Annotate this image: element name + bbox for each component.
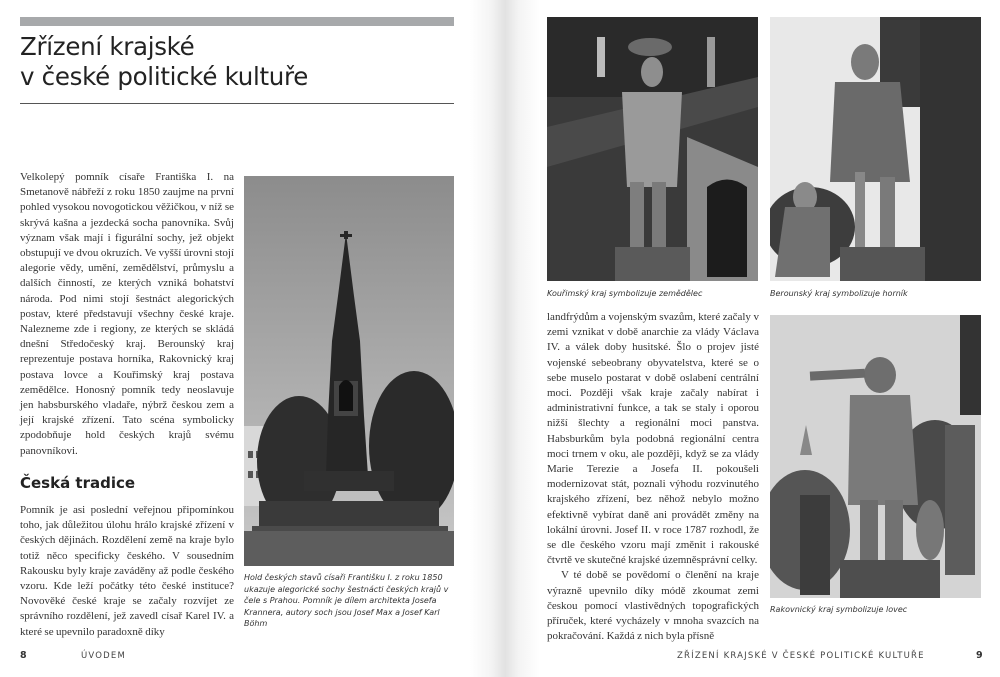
hunter-statue-image — [770, 315, 981, 598]
left-page — [0, 0, 490, 677]
miner-statue-photo — [770, 17, 981, 281]
title-accent-bar — [20, 17, 454, 26]
farmer-caption: Kouřimský kraj symbolizuje zemědělec — [547, 289, 703, 298]
right-paragraph-2: V té době se povědomí o členění na kraje výrazně upevnilo díky módě zkoumat zemi českou pomocí vlastivědných topografických příruček, které vycházely v mnoha svazcích na pokračování. Každá z nich byla přísně — [547, 569, 759, 643]
monument-caption: Hold českých stavů císaři Františku I. z roku 1850 ukazuje alegorické sochy šestnácti českých krajů v čele s Prahou. Pomník je dílem architekta Josefa Krannera, autory soch jsou Josef Max a Josef Karl Böhm — [244, 573, 449, 628]
intro-text-block — [20, 170, 234, 459]
monument-image — [244, 176, 454, 566]
intro-paragraph: Velkolepý pomník císaře Františka I. na Smetanově nábřeží z roku 1850 zaujme na první pohled vysokou novogotickou věžičkou, v níž se skrývá kašna a jezdecká socha panovníka. Svůj význam však mají i figurální sochy, jež objekt obstupují ve dvou okruzích. Ve vyšší úrovni stojí alegorie vědy, umění, zemědělství, průmyslu a dalších činností, ze kterých vzniká bohatství národa. Pod nimi stojí šestnáct alegorických postav, které představují všechny české kraje. Nalezneme zde i regiony, ze kterých se skládá dnešní Středočeský kraj. Berounský kraj reprezentuje postava horníka, Rakovnický kraj postava lovce a Kouřimský kraj postava zemědělce. Honosný pomník tedy neoslavuje jen habsburského vladaře, nýbrž českou zem a její krajské zřízení. Tato scéna symbolicky zpodobňuje hold českých krajů svému panovníkovi. — [20, 171, 234, 457]
section-paragraph: Pomník je asi poslední veřejnou připomínkou toho, jak důležitou úlohu hrálo krajské zřízení v českých dějinách. Rozdělení země na kraje bylo totiž něco specificky českého. V sousedním Rakousku byly kraje zaváděny až podle českého vzoru. Kde leží počátky této české instituce? Novověké české kraje se začaly rozvíjet ze správního rozdělení, jež zavedl císař Karel IV. a které se upevnilo paradoxně díky — [20, 504, 234, 638]
section-heading: Česká tradice — [20, 474, 136, 492]
title-rule — [20, 103, 454, 104]
right-page — [490, 0, 1000, 677]
running-head-right: ZŘÍZENÍ KRAJSKÉ V ČESKÉ POLITICKÉ KULTUŘE — [677, 651, 925, 661]
right-paragraph-1: landfrýdům a vojenským svazům, které začaly v zemi vznikat v době anarchie za vlády Václava IV. a válek doby husitské. Šlo o projev jisté vojenské sebeobrany obyvatelstva, které se o sebe muselo postarat v době oslabení centrální moci. Později však kraje začaly nabírat i administrativní funkce, a tak se staly i oporou nižší šlechty a regionální moci panstva. Habsburkům byla podobná regionální centra moci trnem v oku, ale později, když se za vlády Marie Terezie a Josefa II. pokoušeli modernizovat stát, poznali výhodu rozvinutého krajského zřízení, bez něhož nebylo možno efektivně vybírat daně ani provádět změny na lokální úrovni. Josef II. v roce 1787 rozhodl, že se dle českého vzoru mají změnit i rakouské čtvrtě ve skutečné krajské územněsprávní celky. — [547, 311, 759, 567]
section-text-block — [20, 503, 234, 640]
hunter-caption: Rakovnický kraj symbolizuje lovec — [770, 605, 908, 614]
running-head-left: ÚVODEM — [81, 651, 127, 661]
page-number-right: 9 — [976, 650, 983, 661]
chapter-title-line2: v české politické kultuře — [20, 62, 308, 91]
farmer-statue-photo — [547, 17, 758, 281]
chapter-title-line1: Zřízení krajské — [20, 32, 195, 61]
right-text-block — [547, 310, 759, 644]
miner-caption: Berounský kraj symbolizuje horník — [770, 289, 908, 298]
hunter-statue-photo — [770, 315, 981, 598]
monument-photo — [244, 176, 454, 566]
page-number-left: 8 — [20, 650, 27, 661]
chapter-title — [20, 32, 460, 92]
farmer-statue-image — [547, 17, 758, 281]
miner-statue-image — [770, 17, 981, 281]
